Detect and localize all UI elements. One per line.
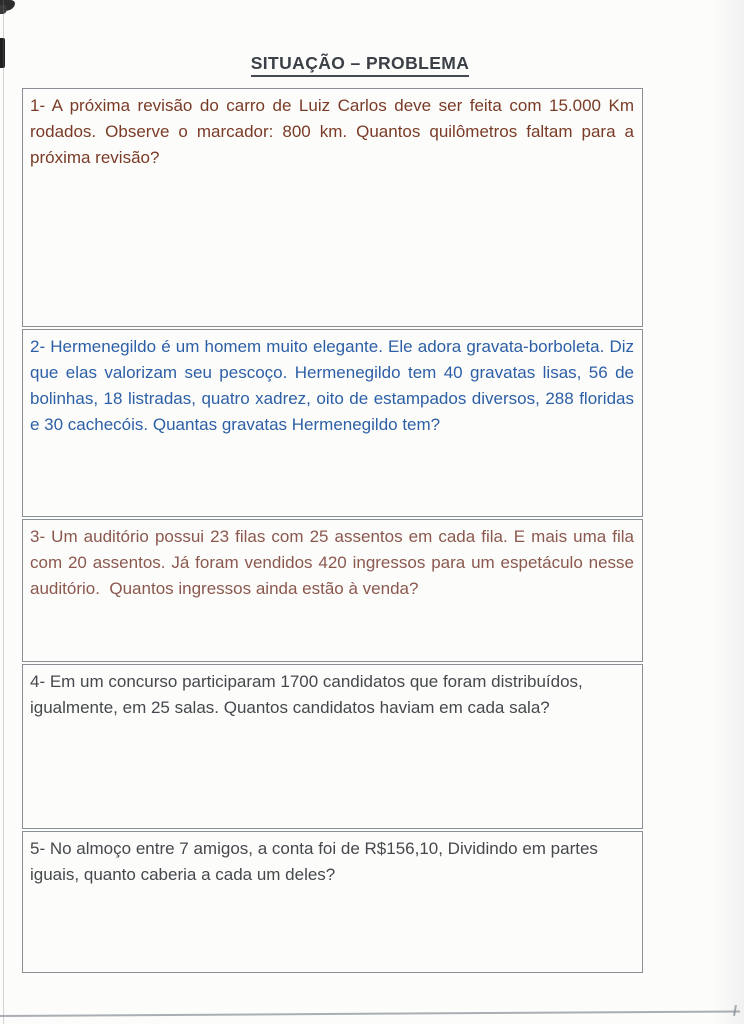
problem-list <box>22 88 643 975</box>
problem-box-3 <box>22 519 643 662</box>
problem-text-3: 3- Um auditório possui 23 filas com 25 assentos em cada fila. E mais uma fila com 20 assentos. Já foram vendidos 420 ingressos para um espetáculo nesse auditório. Quantos ingressos ainda estão à venda? <box>30 527 634 598</box>
problem-box-1 <box>22 88 643 327</box>
page-title: SITUAÇÃO – PROBLEMA <box>251 53 470 77</box>
scan-artifact-left-edge-line <box>3 0 4 1024</box>
problem-box-5 <box>22 831 643 973</box>
scan-artifact-bottom-line <box>0 1010 740 1016</box>
problem-box-2 <box>22 329 643 517</box>
problem-box-4 <box>22 664 643 829</box>
problem-text-1: 1- A próxima revisão do carro de Luiz Carlos deve ser feita com 15.000 Km rodados. Observe o marcador: 800 km. Quantos quilômetros faltam para a próxima revisão? <box>30 96 634 167</box>
title-row <box>0 53 744 77</box>
problem-text-2: 2- Hermenegildo é um homem muito elegante. Ele adora gravata-borboleta. Diz que elas valorizam seu pescoço. Hermenegildo tem 40 gravatas lisas, 56 de bolinhas, 18 listradas, quatro xadrez, oito de estampados diversos, 288 floridas e 30 cachecóis. Quantas gravatas Hermenegildo tem? <box>30 337 634 434</box>
problem-text-5: 5- No almoço entre 7 amigos, a conta foi de R$156,10, Dividindo em partes iguais, quanto caberia a cada um deles? <box>30 839 598 884</box>
scan-right-shading <box>714 0 744 1024</box>
problem-text-4: 4- Em um concurso participaram 1700 candidatos que foram distribuídos, igualmente, em 25 salas. Quantos candidatos haviam em cada sala? <box>30 672 583 717</box>
